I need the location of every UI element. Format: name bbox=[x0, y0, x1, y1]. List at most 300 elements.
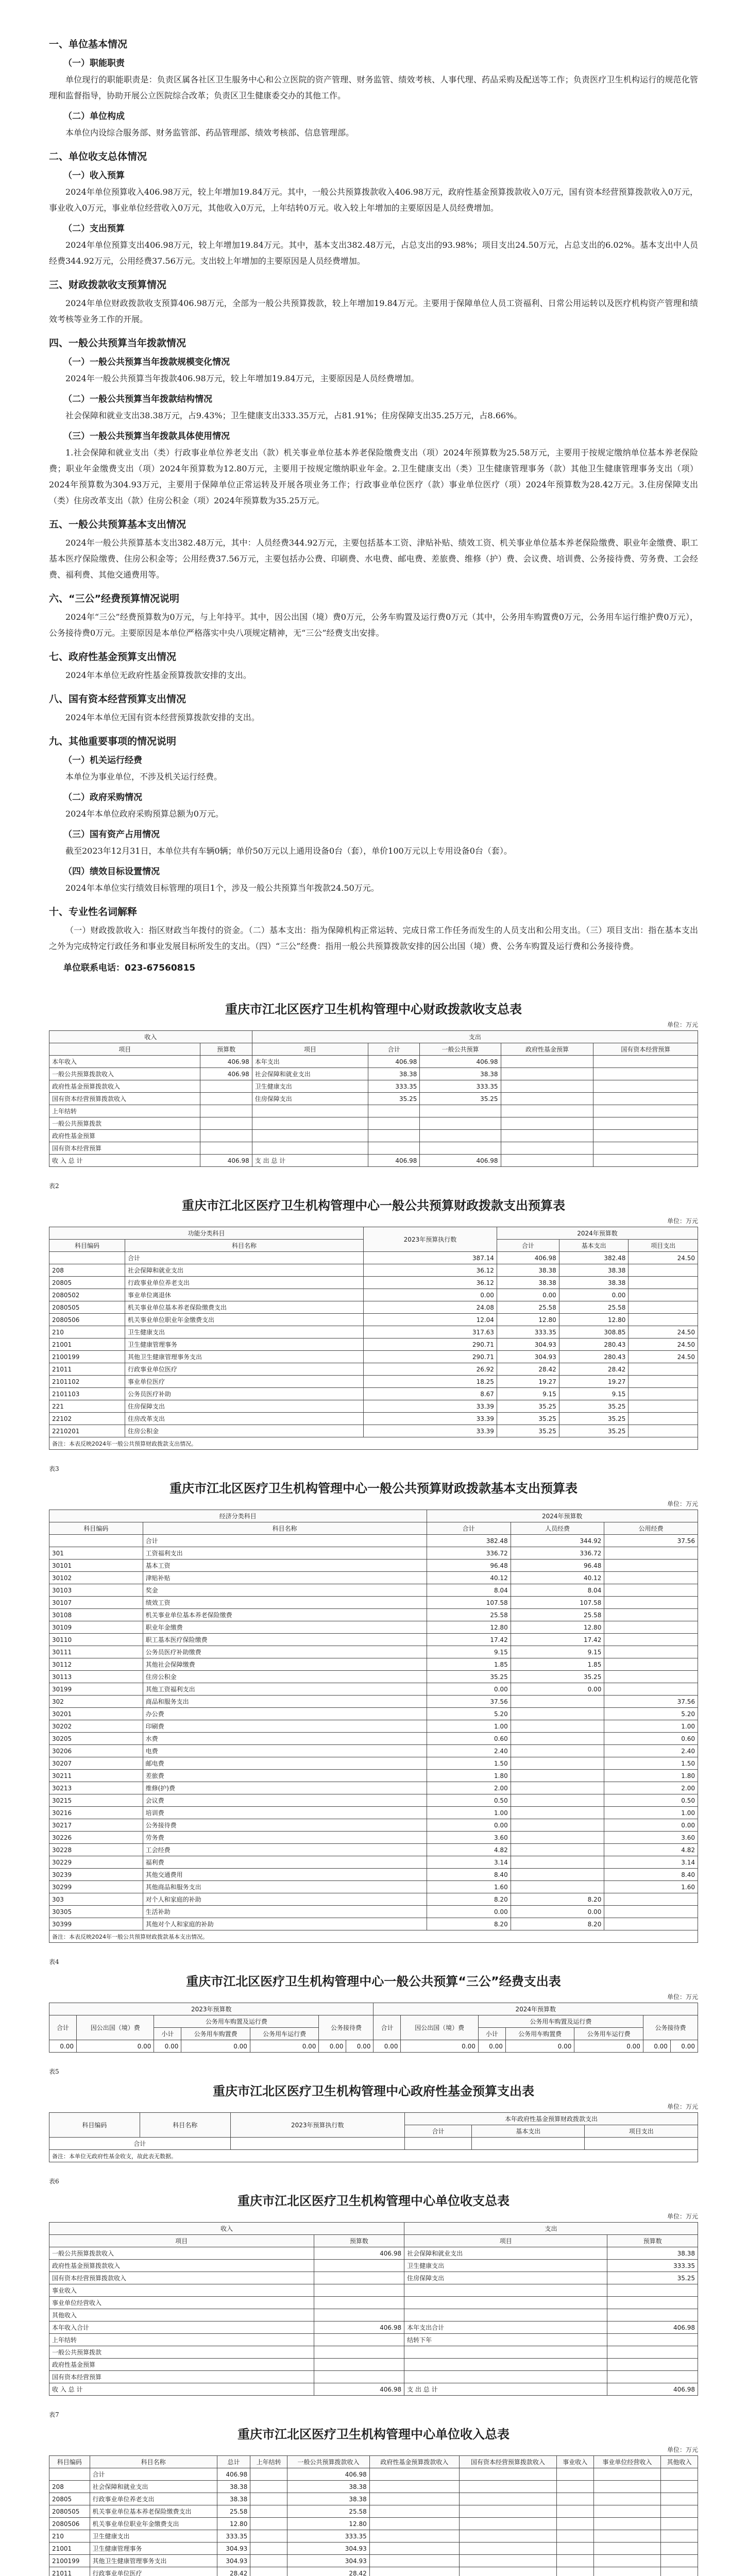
table-cell bbox=[607, 2284, 698, 2297]
col-header: 公务用车购置费 bbox=[181, 2028, 250, 2040]
table-cell: 30111 bbox=[49, 1646, 143, 1658]
table-cell: 3.60 bbox=[604, 1832, 698, 1844]
col-header: 科目编码 bbox=[49, 1522, 143, 1535]
table-cell: 406.98 bbox=[200, 1155, 252, 1167]
table-row bbox=[49, 2555, 698, 2567]
table-mark: 表5 bbox=[49, 2068, 59, 2075]
table-cell bbox=[368, 1105, 420, 1117]
col-header: 科目名称 bbox=[125, 1240, 363, 1252]
table-cell: 公务接待费 bbox=[143, 1819, 427, 1832]
table-cell bbox=[629, 1363, 698, 1376]
table-cell: 344.92 bbox=[511, 1535, 604, 1547]
paragraph: 2024年单位财政拨款收支预算406.98万元，全部为一般公共预算拨款，较上年增加19.84万元。主要用于保障单位人员工资福利、日常公用运转以及医疗机构资产管理和绩效考核等业务工作的开展。 bbox=[49, 298, 698, 324]
table-cell bbox=[501, 1142, 593, 1155]
table-cell: 8.20 bbox=[427, 1918, 511, 1930]
table-cell: 30205 bbox=[49, 1733, 143, 1745]
table-cell bbox=[404, 2359, 607, 2371]
table-cell bbox=[250, 2530, 287, 2543]
table-cell: 结转下年 bbox=[404, 2334, 607, 2346]
table-cell: 0.60 bbox=[427, 1733, 511, 1745]
section-heading: 九、其他重要事项的情况说明 bbox=[49, 736, 177, 747]
table-body bbox=[49, 1252, 698, 1437]
table-cell: 37.56 bbox=[604, 1535, 698, 1547]
table-unit: 单位：万元 bbox=[667, 2213, 698, 2220]
table-cell: 0.00 bbox=[346, 2040, 374, 2053]
table-cell: 35.25 bbox=[368, 1093, 420, 1105]
table-cell bbox=[593, 1105, 698, 1117]
table-cell bbox=[629, 1314, 698, 1326]
table-cell: 12.80 bbox=[287, 2518, 370, 2530]
table-cell: 0.00 bbox=[250, 2040, 319, 2053]
table-cell: 1.80 bbox=[604, 1770, 698, 1782]
table-cell: 336.72 bbox=[427, 1547, 511, 1560]
table-body bbox=[49, 2040, 698, 2053]
col-header: 经济分类科目 bbox=[49, 1510, 427, 1522]
table-cell bbox=[314, 2284, 404, 2297]
table-row bbox=[49, 1277, 698, 1289]
paragraph: （一）财政拨款收入：指区财政当年拨付的资金。（二）基本支出：指为保障机构正常运转、完成日常工作任务而发生的人员支出和公用支出。（三）项目支出：指在基本支出之外为完成特定行政任务和事业发展目标所发生的支出。（四）“三公”经费：指用一般公共预算拨款安排的因公出国（境）费、公务车购置及运行费和公务接待费。 bbox=[49, 925, 698, 951]
table-cell: 合计 bbox=[90, 2468, 217, 2481]
col-header: 一般公共预算 bbox=[420, 1043, 501, 1056]
table-cell bbox=[556, 2518, 593, 2530]
table-cell: 2100199 bbox=[49, 1351, 125, 1363]
table-row bbox=[49, 1142, 698, 1155]
table-row bbox=[49, 2138, 698, 2150]
sub-heading: （二）单位构成 bbox=[63, 111, 125, 122]
table-cell: 30113 bbox=[49, 1671, 143, 1683]
paragraph: 单位现行的职能职责是：负责区属各社区卫生服务中心和公立医院的资产管理、财务监管、绩效考核、人事代理、药品采购及配送等工作；负责医疗卫生机构运行的规范化管理和监督指导，协助开展公立医院综合改革；负责区卫生健康委交办的其他工作。 bbox=[49, 75, 698, 100]
table-cell: 0.00 bbox=[77, 2040, 154, 2053]
table-row bbox=[49, 1080, 698, 1093]
table-row bbox=[49, 2040, 698, 2053]
table-cell: 0.00 bbox=[670, 2040, 698, 2053]
table-cell: 本年收入合计 bbox=[49, 2321, 314, 2334]
table-cell: 0.00 bbox=[511, 1683, 604, 1696]
paragraph: 2024年一般公共预算基本支出382.48万元，其中：人员经费344.92万元，主要包括基本工资、津贴补贴、绩效工资、机关事业单位基本养老保险缴费、职业年金缴费、职工基本医疗保险缴费、住房公积金等；公用经费37.56万元，主要包括办公费、印刷费、水电费、邮电费、差旅费、维修（护）费、会议费、培训费、公务接待费、劳务费、工会经费、福利费、其他交通费用等。 bbox=[49, 538, 698, 580]
table-cell bbox=[369, 2555, 459, 2567]
table-mark: 表2 bbox=[49, 1182, 59, 1190]
table-row bbox=[49, 1918, 698, 1930]
table-cell bbox=[472, 2138, 585, 2150]
table-title: 重庆市江北区医疗卫生机构管理中心单位收入总表 bbox=[237, 2427, 510, 2442]
table-row bbox=[49, 1856, 698, 1869]
table-cell: 208 bbox=[49, 1264, 125, 1277]
table-cell bbox=[369, 2567, 459, 2576]
table-cell bbox=[511, 1757, 604, 1770]
table-cell bbox=[607, 2297, 698, 2309]
table-cell bbox=[556, 2567, 593, 2576]
table-cell: 38.38 bbox=[368, 1068, 420, 1080]
table-cell bbox=[501, 1093, 593, 1105]
table-cell: 304.93 bbox=[497, 1338, 559, 1351]
table-cell: 合计 bbox=[49, 2138, 231, 2150]
table-cell bbox=[404, 2309, 607, 2321]
table-6 bbox=[49, 2222, 698, 2396]
table-cell bbox=[604, 1906, 698, 1918]
table-cell bbox=[459, 2567, 556, 2576]
table-unit: 单位：万元 bbox=[667, 1993, 698, 2001]
col-header: 合计 bbox=[404, 2125, 471, 2138]
table-cell bbox=[511, 1696, 604, 1708]
col-header: 因公出国（境）费 bbox=[77, 2015, 154, 2040]
table-cell: 0.00 bbox=[181, 2040, 250, 2053]
table-cell bbox=[501, 1080, 593, 1093]
table-cell bbox=[604, 1683, 698, 1696]
table-cell: 30299 bbox=[49, 1881, 143, 1893]
col-header: 公用经费 bbox=[604, 1522, 698, 1535]
table-cell bbox=[368, 1130, 420, 1142]
section-heading: 八、国有资本经营预算支出情况 bbox=[49, 693, 186, 705]
table-cell: 8.67 bbox=[363, 1388, 497, 1400]
table-cell: 社会保障和就业支出 bbox=[404, 2247, 607, 2260]
table-cell: 30215 bbox=[49, 1794, 143, 1807]
table-cell bbox=[556, 2543, 593, 2555]
table-cell: 机关事业单位基本养老保险缴费支出 bbox=[90, 2505, 217, 2518]
table-cell: 30305 bbox=[49, 1906, 143, 1918]
table-body bbox=[49, 2468, 698, 2576]
table-cell: 333.35 bbox=[368, 1080, 420, 1093]
table-cell: 38.38 bbox=[420, 1068, 501, 1080]
table-cell: 3.14 bbox=[604, 1856, 698, 1869]
table-cell: 0.00 bbox=[427, 1819, 511, 1832]
table-cell: 406.98 bbox=[287, 2468, 370, 2481]
table-cell: 333.35 bbox=[420, 1080, 501, 1093]
table-cell: 406.98 bbox=[200, 1068, 252, 1080]
table-cell: 302 bbox=[49, 1696, 143, 1708]
col-header: 公务接待费 bbox=[319, 2015, 374, 2040]
table-cell bbox=[604, 1621, 698, 1634]
table-cell bbox=[314, 2371, 404, 2383]
table-cell: 35.25 bbox=[559, 1425, 629, 1437]
table-row bbox=[49, 2505, 698, 2518]
table-cell: 30211 bbox=[49, 1770, 143, 1782]
table-cell bbox=[404, 2284, 607, 2297]
table-cell: 406.98 bbox=[607, 2383, 698, 2396]
table-cell: 商品和服务支出 bbox=[143, 1696, 427, 1708]
table-cell: 卫生健康支出 bbox=[404, 2260, 607, 2272]
table-body bbox=[49, 1535, 698, 1930]
col-header: 科目编码 bbox=[49, 2113, 140, 2138]
col-header: 项目 bbox=[404, 2235, 607, 2247]
table-row bbox=[49, 2359, 698, 2371]
table-cell: 一般公共预算拨款 bbox=[49, 2346, 314, 2359]
table-cell bbox=[501, 1068, 593, 1080]
table-row bbox=[49, 2468, 698, 2481]
table-cell bbox=[511, 1720, 604, 1733]
table-cell bbox=[593, 2543, 660, 2555]
table-cell: 机关事业单位基本养老保险缴费支出 bbox=[125, 1301, 363, 1314]
table-cell bbox=[420, 1130, 501, 1142]
section-heading: 三、财政拨款收支预算情况 bbox=[49, 279, 167, 291]
table-row bbox=[49, 1264, 698, 1277]
col-header: 合计 bbox=[374, 2015, 401, 2040]
table-cell bbox=[593, 1117, 698, 1130]
table-cell bbox=[250, 2493, 287, 2505]
table-cell bbox=[511, 1819, 604, 1832]
table-cell bbox=[585, 2138, 698, 2150]
table-cell: 卫生健康支出 bbox=[90, 2530, 217, 2543]
table-cell bbox=[368, 1117, 420, 1130]
table-cell bbox=[49, 1252, 125, 1264]
table-cell: 30108 bbox=[49, 1609, 143, 1621]
table-cell: 国有资本经营预算拨款收入 bbox=[49, 2272, 314, 2284]
table-cell bbox=[629, 1425, 698, 1437]
table-cell: 0.00 bbox=[374, 2040, 401, 2053]
table-cell bbox=[420, 1105, 501, 1117]
table-row bbox=[49, 1621, 698, 1634]
table-cell bbox=[607, 2309, 698, 2321]
table-row bbox=[49, 1757, 698, 1770]
table-cell: 308.85 bbox=[559, 1326, 629, 1338]
table-cell: 107.58 bbox=[427, 1597, 511, 1609]
table-cell bbox=[369, 2468, 459, 2481]
table-cell: 差旅费 bbox=[143, 1770, 427, 1782]
col-header: 基本支出 bbox=[559, 1240, 629, 1252]
sub-heading: （二）一般公共预算当年拨款结构情况 bbox=[63, 394, 212, 404]
table-cell: 406.98 bbox=[314, 2383, 404, 2396]
table-cell bbox=[250, 2555, 287, 2567]
table-cell bbox=[593, 1080, 698, 1093]
table-cell: 事业单位离退休 bbox=[125, 1289, 363, 1301]
table-cell: 0.00 bbox=[643, 2040, 670, 2053]
table-cell: 290.71 bbox=[363, 1351, 497, 1363]
col-header: 人员经费 bbox=[511, 1522, 604, 1535]
table-cell: 37.56 bbox=[604, 1696, 698, 1708]
table-cell bbox=[556, 2493, 593, 2505]
table-cell bbox=[593, 1155, 698, 1167]
table-cell: 24.50 bbox=[629, 1252, 698, 1264]
table-cell: 社会保障和就业支出 bbox=[125, 1264, 363, 1277]
table-cell: 26.92 bbox=[363, 1363, 497, 1376]
table-cell bbox=[501, 1056, 593, 1068]
col-header: 国有资本经营预算拨款收入 bbox=[459, 2456, 556, 2468]
table-cell: 5.20 bbox=[604, 1708, 698, 1720]
table-cell: 333.35 bbox=[217, 2530, 250, 2543]
table-7 bbox=[49, 2455, 698, 2576]
table-cell: 邮电费 bbox=[143, 1757, 427, 1770]
table-cell: 卫生健康支出 bbox=[125, 1326, 363, 1338]
table-cell: 221 bbox=[49, 1400, 125, 1413]
table-cell bbox=[314, 2334, 404, 2346]
table-cell: 其他收入 bbox=[49, 2309, 314, 2321]
table-cell bbox=[607, 2359, 698, 2371]
table-row bbox=[49, 1068, 698, 1080]
sub-heading: （一）机关运行经费 bbox=[63, 755, 142, 766]
table-cell bbox=[511, 1832, 604, 1844]
col-header: 合计 bbox=[497, 1240, 559, 1252]
table-cell: 政府性基金预算拨款收入 bbox=[49, 1080, 200, 1093]
col-header: 其他收入 bbox=[661, 2456, 698, 2468]
table-cell bbox=[404, 2371, 607, 2383]
table-cell: 0.60 bbox=[604, 1733, 698, 1745]
table-cell bbox=[200, 1142, 252, 1155]
table-5 bbox=[49, 2112, 698, 2162]
table-row bbox=[49, 1597, 698, 1609]
table-cell bbox=[252, 1117, 368, 1130]
col-header: 公务用车运行费 bbox=[250, 2028, 319, 2040]
narrative bbox=[49, 37, 698, 973]
col-header: 2023年预算执行数 bbox=[363, 1227, 497, 1252]
paragraph: 2024年“三公”经费预算数为0万元，与上年持平。其中，因公出国（境）费0万元，公务车购置及运行费0万元（其中，公务用车购置费0万元，公务用车运行维护费0万元），公务接待费0万元。主要原因是本单位严格落实中央八项规定精神，无“三公”经费支出安排。 bbox=[49, 612, 698, 638]
col-header: 基本支出 bbox=[472, 2125, 585, 2138]
table-note: 备注：本表反映2024年一般公共预算财政拨款基本支出情况。 bbox=[49, 1930, 698, 1943]
table-row bbox=[49, 1646, 698, 1658]
table-cell bbox=[501, 1130, 593, 1142]
table-cell: 333.35 bbox=[497, 1326, 559, 1338]
table-cell: 24.50 bbox=[629, 1338, 698, 1351]
table-cell: 住房保障支出 bbox=[404, 2272, 607, 2284]
table-cell bbox=[661, 2567, 698, 2576]
table-cell: 电费 bbox=[143, 1745, 427, 1757]
table-cell bbox=[250, 2481, 287, 2493]
table-cell bbox=[49, 2468, 90, 2481]
table-cell bbox=[629, 1289, 698, 1301]
table-cell: 30226 bbox=[49, 1832, 143, 1844]
table-body bbox=[49, 1056, 698, 1155]
table-unit: 单位：万元 bbox=[667, 1500, 698, 1507]
table-cell bbox=[459, 2481, 556, 2493]
table-cell: 2080506 bbox=[49, 2518, 90, 2530]
table-row bbox=[49, 1252, 698, 1264]
table-cell: 住房保障支出 bbox=[125, 1400, 363, 1413]
table-cell bbox=[314, 2260, 404, 2272]
col-header: 项目支出 bbox=[585, 2125, 698, 2138]
paragraph: 本单位内设综合服务部、财务监管部、药品管理部、绩效考核部、信息管理部。 bbox=[65, 128, 354, 138]
table-cell: 1.00 bbox=[427, 1807, 511, 1819]
paragraph: 本单位为事业单位，不涉及机关运行经费。 bbox=[65, 772, 223, 782]
table-cell: 406.98 bbox=[368, 1155, 420, 1167]
table-cell: 事业单位经营收入 bbox=[49, 2297, 314, 2309]
sub-heading: （二）支出预算 bbox=[63, 224, 125, 234]
table-cell: 35.25 bbox=[497, 1413, 559, 1425]
col-header: 2023年预算数 bbox=[49, 2003, 374, 2015]
table-cell bbox=[661, 2530, 698, 2543]
sub-heading: （四）绩效目标设置情况 bbox=[63, 867, 160, 877]
table-cell: 406.98 bbox=[420, 1056, 501, 1068]
table-cell: 30229 bbox=[49, 1856, 143, 1869]
table-cell: 机关事业单位职业年金缴费支出 bbox=[90, 2518, 217, 2530]
table-cell bbox=[593, 2530, 660, 2543]
col-header: 政府性基金预算拨款收入 bbox=[369, 2456, 459, 2468]
table-cell: 其他社会保障缴费 bbox=[143, 1658, 427, 1671]
table-row bbox=[49, 2260, 698, 2272]
table-cell bbox=[250, 2505, 287, 2518]
table-cell: 304.93 bbox=[497, 1351, 559, 1363]
table-cell: 其他商品和服务支出 bbox=[143, 1881, 427, 1893]
col-header: 科目编码 bbox=[49, 1240, 125, 1252]
table-cell bbox=[200, 1080, 252, 1093]
table-mark: 表7 bbox=[49, 2411, 59, 2418]
table-cell: 8.20 bbox=[511, 1893, 604, 1906]
col-header: 支出 bbox=[404, 2223, 698, 2235]
table-cell: 30216 bbox=[49, 1807, 143, 1819]
sub-heading: （三）国有资产占用情况 bbox=[63, 829, 160, 840]
table-row bbox=[49, 2297, 698, 2309]
table-cell: 21011 bbox=[49, 2567, 90, 2576]
table-cell: 28.42 bbox=[559, 1363, 629, 1376]
table-cell bbox=[604, 1547, 698, 1560]
section-heading: 一、单位基本情况 bbox=[49, 39, 128, 50]
table-cell bbox=[629, 1264, 698, 1277]
col-header: 2024年预算数 bbox=[427, 1510, 698, 1522]
table-cell: 22102 bbox=[49, 1413, 125, 1425]
table-cell bbox=[593, 2481, 660, 2493]
table-row bbox=[49, 1117, 698, 1130]
table-cell bbox=[511, 1807, 604, 1819]
table-cell: 38.38 bbox=[497, 1277, 559, 1289]
table-cell: 0.00 bbox=[401, 2040, 478, 2053]
table-row bbox=[49, 1560, 698, 1572]
col-header: 公务用车购置及运行费 bbox=[478, 2015, 643, 2028]
table-cell: 30102 bbox=[49, 1572, 143, 1584]
table-cell: 25.58 bbox=[511, 1609, 604, 1621]
table-1 bbox=[49, 1030, 698, 1167]
table-cell: 30207 bbox=[49, 1757, 143, 1770]
table-cell: 96.48 bbox=[511, 1560, 604, 1572]
col-header: 科目名称 bbox=[90, 2456, 217, 2468]
table-cell: 0.00 bbox=[363, 1289, 497, 1301]
table-cell: 25.58 bbox=[497, 1301, 559, 1314]
table-4 bbox=[49, 2003, 698, 2053]
table-unit: 单位：万元 bbox=[667, 1217, 698, 1225]
table-cell bbox=[593, 1130, 698, 1142]
table-cell: 336.72 bbox=[511, 1547, 604, 1560]
table-row bbox=[49, 1807, 698, 1819]
table-cell: 基本工资 bbox=[143, 1560, 427, 1572]
table-cell: 本年收入 bbox=[49, 1056, 200, 1068]
table-cell: 行政事业单位医疗 bbox=[90, 2567, 217, 2576]
table-cell: 9.15 bbox=[497, 1388, 559, 1400]
col-header: 支出 bbox=[252, 1031, 698, 1043]
table-cell: 35.25 bbox=[420, 1093, 501, 1105]
table-cell: 职工基本医疗保险缴费 bbox=[143, 1634, 427, 1646]
table-cell: 对个人和家庭的补助 bbox=[143, 1893, 427, 1906]
table-cell: 1.85 bbox=[511, 1658, 604, 1671]
table-row bbox=[49, 1906, 698, 1918]
table-cell bbox=[629, 1413, 698, 1425]
table-cell bbox=[661, 2555, 698, 2567]
table-cell bbox=[511, 1869, 604, 1881]
sub-heading: （三）一般公共预算当年拨款具体使用情况 bbox=[63, 431, 230, 442]
table-cell bbox=[49, 1535, 143, 1547]
table-cell bbox=[314, 2297, 404, 2309]
table-cell: 行政事业单位医疗 bbox=[125, 1363, 363, 1376]
col-header: 预算数 bbox=[314, 2235, 404, 2247]
col-header: 国有资本经营预算 bbox=[593, 1043, 698, 1056]
table-cell: 21001 bbox=[49, 1338, 125, 1351]
section-heading: 七、政府性基金预算支出情况 bbox=[49, 651, 177, 663]
table-cell: 21011 bbox=[49, 1363, 125, 1376]
table-cell bbox=[459, 2543, 556, 2555]
table-cell bbox=[593, 2555, 660, 2567]
sub-heading: （一）职能职责 bbox=[63, 58, 125, 69]
table-mark: 表4 bbox=[49, 1958, 59, 1965]
table-cell bbox=[629, 1388, 698, 1400]
document-page bbox=[49, 28, 698, 2576]
table-cell: 38.38 bbox=[559, 1264, 629, 1277]
paragraph: 2024年本单位无政府性基金预算拨款安排的支出。 bbox=[65, 670, 251, 680]
table-cell: 上年结转 bbox=[49, 2334, 314, 2346]
table-row bbox=[49, 1376, 698, 1388]
table-cell bbox=[200, 1093, 252, 1105]
table-row bbox=[49, 2543, 698, 2555]
table-row bbox=[49, 2371, 698, 2383]
table-cell: 30110 bbox=[49, 1634, 143, 1646]
table-cell: 0.00 bbox=[559, 1289, 629, 1301]
table-cell: 406.98 bbox=[368, 1056, 420, 1068]
table-cell: 1.85 bbox=[427, 1658, 511, 1671]
table-title: 重庆市江北区医疗卫生机构管理中心单位收支总表 bbox=[237, 2194, 510, 2208]
